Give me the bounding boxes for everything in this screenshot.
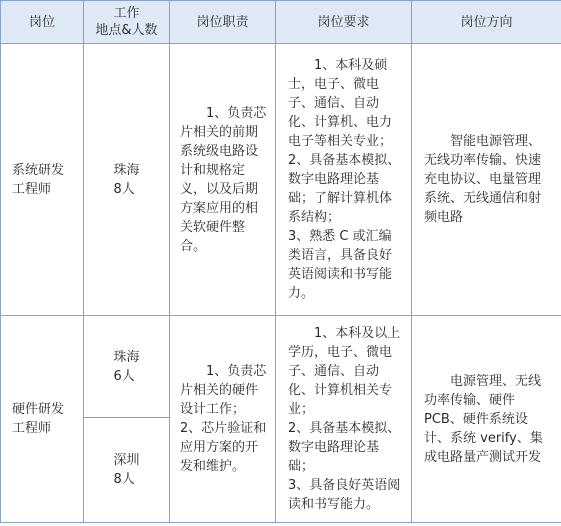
duties-cell <box>170 44 276 316</box>
header-location <box>84 1 170 44</box>
duty-item: 2、芯片验证和应用方案的开发和维护。 <box>180 421 267 474</box>
location-city: 珠海 <box>113 162 140 178</box>
requirements-cell <box>276 44 412 316</box>
location-cell <box>84 44 170 316</box>
requirement-item: 3、熟悉 C 或汇编类语言，具备良好英语阅读和书写能力。 <box>288 229 393 301</box>
location-entry <box>113 451 139 489</box>
duty-item: 1、负责芯片相关的硬件设计工作； <box>180 364 267 417</box>
location-entry <box>113 161 139 199</box>
requirements-cell <box>276 316 412 523</box>
position-cell <box>1 44 84 316</box>
duties-text: 1、负责芯片相关的前期系统级电路设计和规格定义，以及后期方案应用的相关软硬件整合。 <box>180 105 267 254</box>
direction-cell <box>412 44 561 316</box>
header-location-line1: 工作 <box>113 6 140 21</box>
requirement-item: 1、本科及以上学历，电子、微电子、通信、自动化、计算机相关专业； <box>288 326 401 417</box>
header-row <box>1 1 561 44</box>
position-name: 系统研发工程师 <box>12 162 65 197</box>
direction-text: 智能电源管理、无线功率传输、快速充电协议、电量管理系统、无线通信和射频电路 <box>424 134 542 225</box>
location-count: 8人 <box>113 472 135 487</box>
location-cell <box>84 316 170 418</box>
location-city: 珠海 <box>113 349 140 365</box>
header-requirements: 岗位要求 <box>276 1 412 44</box>
position-cell <box>1 316 84 523</box>
requirement-item: 1、本科及硕士，电子、微电子、通信、自动化、计算机、电力电子等相关专业； <box>288 58 393 149</box>
direction-cell <box>412 316 561 523</box>
location-count: 6人 <box>113 368 135 384</box>
table-row <box>1 316 561 418</box>
header-location-line2: 地点&人数 <box>95 23 158 38</box>
header-duties: 岗位职责 <box>170 1 276 44</box>
duties-cell <box>170 316 276 523</box>
requirement-item: 3、具备良好英语阅读和书写能力。 <box>288 478 401 512</box>
requirement-item: 2、具备基本模拟、数字电路理论基础；了解计算机体系结构； <box>288 153 401 225</box>
location-entry <box>113 348 139 386</box>
position-name: 硬件研发工程师 <box>12 402 65 436</box>
location-count: 8人 <box>113 181 135 197</box>
location-city: 深圳 <box>113 453 140 468</box>
table-row <box>1 44 561 316</box>
direction-text: 电源管理、无线功率传输、硬件PCB、硬件系统设计、系统 verify、集成电路量产测试开发 <box>424 373 543 465</box>
header-position: 岗位 <box>1 1 84 44</box>
header-direction: 岗位方向 <box>412 1 561 44</box>
requirement-item: 2、具备基本模拟、数字电路理论基础； <box>288 421 401 474</box>
location-cell <box>84 418 170 523</box>
